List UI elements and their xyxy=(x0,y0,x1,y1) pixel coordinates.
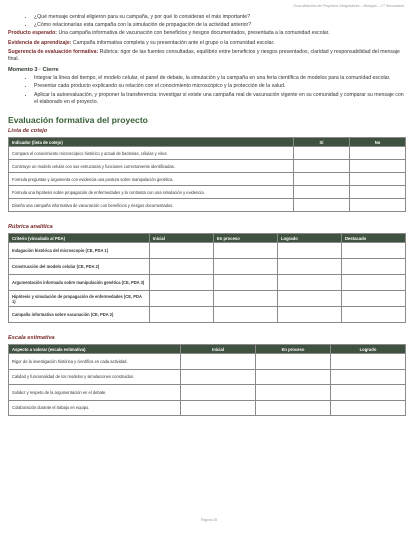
si-cell[interactable] xyxy=(294,147,350,160)
indicator-cell: Construye un modelo celular con sus estructuras y funciones correctamente identificadas. xyxy=(9,160,294,173)
criterion-cell: Hipótesis y simulación de propagación de enfermedades (CE, PDA 1) xyxy=(9,291,150,307)
table-row xyxy=(9,275,406,291)
level-cell[interactable] xyxy=(150,259,214,275)
sugerencia-paragraph xyxy=(8,49,405,63)
level-cell[interactable] xyxy=(214,275,278,291)
level-cell[interactable] xyxy=(214,307,278,323)
page-number: Página 35 xyxy=(200,518,218,522)
scale-table xyxy=(8,344,406,416)
column-header: Destacado xyxy=(342,234,406,243)
level-cell[interactable] xyxy=(278,275,342,291)
list-item: • ¿Qué mensaje central eligieron para su campaña, y por qué lo consideran el más importante? xyxy=(34,14,405,21)
column-header: Inicial xyxy=(150,234,214,243)
table-row xyxy=(9,160,406,173)
no-cell[interactable] xyxy=(350,160,406,173)
level-cell[interactable] xyxy=(342,291,406,307)
rating-cell[interactable] xyxy=(331,400,406,416)
rating-cell[interactable] xyxy=(256,354,331,370)
level-cell[interactable] xyxy=(278,307,342,323)
rubrica-title: Rúbrica analítica xyxy=(8,224,53,231)
evidencia-text: Campaña informativa completa y su presentación ante el grupo o la comunidad escolar. xyxy=(71,39,275,46)
criterion-cell: Indagación histórica del microscopio (CE, PDA 1) xyxy=(9,243,150,259)
no-cell[interactable] xyxy=(350,199,406,212)
si-cell[interactable] xyxy=(294,199,350,212)
rating-cell[interactable] xyxy=(256,400,331,416)
level-cell[interactable] xyxy=(150,307,214,323)
aspect-cell: Colaboración durante el trabajo en equipo. xyxy=(9,400,181,416)
level-cell[interactable] xyxy=(342,307,406,323)
table-row xyxy=(9,147,406,160)
level-cell[interactable] xyxy=(342,259,406,275)
rating-cell[interactable] xyxy=(256,385,331,401)
section-title: Evaluación formativa del proyecto xyxy=(8,115,148,126)
rubric-table xyxy=(8,233,406,323)
list-item: • Integrar la línea del tiempo, el modelo celular, el panel de debate, la simulación y la campaña en una feria científica de modelos para la comunidad escolar. xyxy=(34,75,405,82)
indicator-cell: Formula preguntas y argumenta con evidencia una postura sobre manipulación genética. xyxy=(9,173,294,186)
column-header: Indicador (lista de cotejo) xyxy=(9,138,294,147)
rating-cell[interactable] xyxy=(181,354,256,370)
sugerencia-label: Sugerencia de evaluación formativa: xyxy=(8,48,99,55)
no-cell[interactable] xyxy=(350,147,406,160)
criterion-cell: Construcción del modelo celular (CE, PDA 2) xyxy=(9,259,150,275)
rating-cell[interactable] xyxy=(181,385,256,401)
criterion-cell: Argumentación informada sobre manipulación genética (CE, PDA 3) xyxy=(9,275,150,291)
column-header: Aspecto a valorar (escala estimativa) xyxy=(9,345,181,354)
rating-cell[interactable] xyxy=(331,385,406,401)
table-row xyxy=(9,243,406,259)
column-header: Sí xyxy=(294,138,350,147)
list-item: • Aplicar la autoevaluación, y proponer la transferencia: investigar si existe una campaña real de vacunación vigente en su comunidad y comparar su mensaje con el elaborado en el proyecto. xyxy=(34,92,405,106)
indicator-cell: Compara el conocimiento microscópico histórico y actual de bacterias, células y virus. xyxy=(9,147,294,160)
level-cell[interactable] xyxy=(278,259,342,275)
evidencia-label: Evidencia de aprendizaje: xyxy=(8,39,72,46)
table-header-row xyxy=(9,234,406,243)
level-cell[interactable] xyxy=(342,275,406,291)
level-cell[interactable] xyxy=(278,243,342,259)
si-cell[interactable] xyxy=(294,173,350,186)
criterion-cell: Campaña informativa sobre vacunación (CE, PDA 2) xyxy=(9,307,150,323)
producto-text: Una campaña informativa de vacunación con beneficios y riesgos documentados, presentada a la comunidad escolar. xyxy=(57,30,330,37)
column-header: Logrado xyxy=(331,345,406,354)
rating-cell[interactable] xyxy=(256,369,331,385)
indicator-cell: Formula una hipótesis sobre propagación de enfermedades y la contrasta con una simulación y evidencia. xyxy=(9,186,294,199)
table-row xyxy=(9,369,406,385)
running-header: Guía didáctica de Proyectos Integradores – Biología – 2.º Secundaria xyxy=(293,4,404,8)
column-header: Logrado xyxy=(278,234,342,243)
table-row xyxy=(9,291,406,307)
producto-paragraph xyxy=(8,30,405,37)
column-header: Inicial xyxy=(181,345,256,354)
column-header: En proceso xyxy=(214,234,278,243)
producto-label: Producto esperado: xyxy=(8,30,58,37)
si-cell[interactable] xyxy=(294,186,350,199)
level-cell[interactable] xyxy=(214,291,278,307)
table-header-row xyxy=(9,345,406,354)
level-cell[interactable] xyxy=(214,243,278,259)
no-cell[interactable] xyxy=(350,173,406,186)
list-item: • ¿Cómo relacionarías esta campaña con la simulación de propagación de la actividad anterior? xyxy=(34,22,405,29)
no-cell[interactable] xyxy=(350,186,406,199)
column-header: No xyxy=(350,138,406,147)
cotejo-title: Lista de cotejo xyxy=(8,128,48,135)
intro-question-list xyxy=(8,14,405,29)
table-row xyxy=(9,259,406,275)
rating-cell[interactable] xyxy=(181,400,256,416)
level-cell[interactable] xyxy=(214,259,278,275)
column-header: Criterio (vinculado al PDA) xyxy=(9,234,150,243)
rating-cell[interactable] xyxy=(331,354,406,370)
table-row xyxy=(9,186,406,199)
level-cell[interactable] xyxy=(150,291,214,307)
moment-list xyxy=(8,75,405,106)
escala-title: Escala estimativa xyxy=(8,335,55,342)
aspect-cell: Calidad y funcionalidad de los modelos y simulaciones construidos. xyxy=(9,369,181,385)
level-cell[interactable] xyxy=(278,291,342,307)
evidencia-paragraph xyxy=(8,40,405,47)
table-row xyxy=(9,354,406,370)
table-row xyxy=(9,199,406,212)
table-header-row xyxy=(9,138,406,147)
si-cell[interactable] xyxy=(294,160,350,173)
table-row xyxy=(9,173,406,186)
table-row xyxy=(9,400,406,416)
column-header: En proceso xyxy=(256,345,331,354)
aspect-cell: Solidez y respeto de la argumentación en el debate. xyxy=(9,385,181,401)
indicator-cell: Diseña una campaña informativa de vacunación con beneficios y riesgos documentados. xyxy=(9,199,294,212)
table-row xyxy=(9,307,406,323)
aspect-cell: Rigor de la investigación histórica y científica en cada actividad. xyxy=(9,354,181,370)
page-content xyxy=(8,14,405,416)
rating-cell[interactable] xyxy=(181,369,256,385)
checklist-table xyxy=(8,137,406,212)
sugerencia-text: Rúbrica: rigor de las fuentes consultadas, equilibrio entre beneficios y riesgos presentados, claridad y responsabilidad del mensaje final. xyxy=(8,48,400,63)
moment-heading: Momento 3 · Cierre xyxy=(8,67,59,74)
rating-cell[interactable] xyxy=(331,369,406,385)
table-row xyxy=(9,385,406,401)
level-cell[interactable] xyxy=(150,243,214,259)
level-cell[interactable] xyxy=(342,243,406,259)
level-cell[interactable] xyxy=(150,275,214,291)
list-item: • Presentar cada producto explicando su relación con el conocimiento microscópico y la protección de la salud. xyxy=(34,83,405,90)
